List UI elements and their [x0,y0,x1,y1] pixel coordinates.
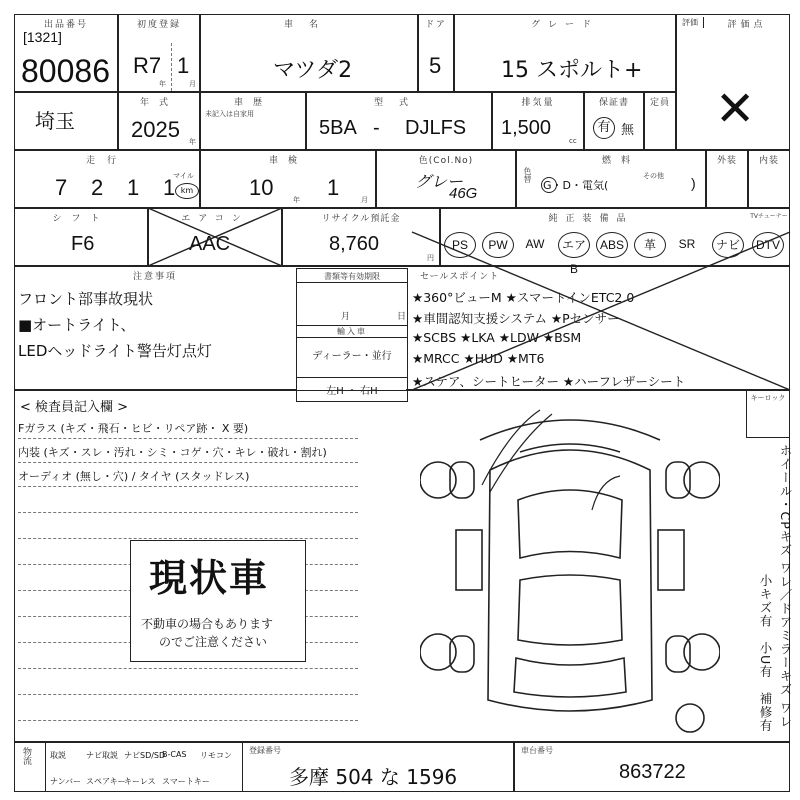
note-line-2: ■オートライト、 [18,316,136,334]
shift-label: シフト [52,214,110,224]
footer-stock-cell [14,742,46,792]
color-code: 46G [449,185,478,202]
mileage-digit-2: 2 [91,175,104,200]
footer-item-top: ナビSD/SD [124,751,166,760]
equipment-item: PS [444,232,476,258]
ac-value: AAC [189,233,231,255]
footer-item-top: 取説 [50,751,66,760]
plate-cell [242,742,514,792]
inspector-title: < 検査員記入欄 > [20,400,129,415]
shaken-year: 10 [249,175,274,200]
color-value: グレー [415,172,464,191]
ac-label: エアコン [181,214,249,224]
grade-label: グレード [530,20,599,30]
score-label: 評価点 [727,20,767,30]
equipment-item: SR [678,237,696,251]
recycle-unit: 円 [427,254,434,262]
first-reg-month-unit: 月 [189,80,196,88]
key-lock-label: キーロック [750,394,786,402]
equipment-item: エアB [558,232,590,258]
plate-value: 多摩 504 な 1596 [289,765,458,789]
mileage-unit-mile: マイル [173,172,194,180]
year-unit: 年 [189,138,196,146]
equipment-label: 純正装備品 [548,214,634,224]
equipment-item: ナビ [712,232,744,258]
region-value: 埼玉 [35,109,75,133]
car-name-label: 車名 [283,20,334,30]
chassis-label: 車台番号 [521,746,553,755]
sales-points-label: セールスポイント [420,272,500,282]
first-reg-label: 初度登録 [136,20,181,30]
mileage-digit-3: 1 [127,175,140,200]
warranty-yes: 有 [593,117,615,139]
mileage-digit-4: 1 [163,175,176,200]
tv-label: TVチューナー [750,213,788,220]
caution-label: 注意事項 [132,272,177,282]
plate-label: 登録番号 [249,746,281,755]
inspector-line-1: Fガラス (キズ・飛石・ヒビ・リペア跡・ X 要) [18,422,249,435]
sales-point-2: ★車間認知支援システム ★Pセンサー [412,311,620,326]
fuel-close: ) [691,175,696,191]
equipment-item: PW [482,232,514,258]
footer-stock-label: 物流 [21,747,31,765]
warranty-label: 保証書 [598,98,629,108]
sales-point-1: ★360°ビューM ★スマートインETC2.0 [412,290,635,305]
damage-legend-col1: ホイール・CPキズ ワレ／ドアミラーキズ ワレ [778,444,793,729]
recycle-value: 8,760 [329,233,380,255]
lot-sub: [1321] [23,29,62,45]
footer-item-bottom: スペアキー [86,777,126,786]
interior-label: 内装 [758,156,779,166]
sales-point-4: ★MRCC ★HUD ★MT6 [412,351,545,366]
footer-item-bottom: キーレス [124,777,156,786]
equipment-item: DTV [752,232,784,258]
history-label: 車歴 [233,98,272,108]
equipment-item: 革 [634,232,666,258]
model-label: 型式 [373,98,424,108]
fuel-options: G・D・電気( [543,179,609,192]
year-value: 2025 [131,117,180,142]
as-is-stamp-line1: 不動車の場合もあります [141,617,274,631]
note-line-3: LEDヘッドライト警告灯点灯 [18,342,212,360]
damage-legend-col2: 小キズ有 小U有 補修有 [758,574,773,733]
inspector-line-2: 内装 (キズ・スレ・汚れ・シミ・コゲ・穴・キレ・破れ・割れ) [18,446,327,459]
chassis-value: 863722 [619,761,686,783]
score-cross: ✕ [715,81,756,137]
shaken-month-unit: 月 [361,196,368,204]
import-dealer: ディーラー・並行 [312,351,392,362]
model-dash: - [373,117,380,139]
equipment-item: AW [525,237,545,251]
mileage-unit-km: km [175,183,199,199]
shaken-month: 1 [327,175,340,200]
first-reg-era: R7 [133,53,162,78]
model-prefix: 5BA [319,117,357,139]
mileage-digit-1: 7 [55,175,68,200]
year-label: 年式 [139,98,178,108]
color-change-label: 色替 [523,167,532,183]
car-name: マツダ2 [273,58,353,83]
displacement-unit: cc [569,137,577,145]
as-is-stamp-title: 現状車 [149,555,270,600]
equipment-item: ABS [596,232,628,258]
footer-item-bottom: スマートキー [162,777,210,786]
warranty-no: 無 [621,123,635,138]
footer-item-top: リモコン [200,751,232,760]
exterior-label: 外装 [716,156,737,166]
import-label: 輸入車 [297,325,407,338]
history-note: 未記入は自家用 [205,110,254,118]
doors-label: ドア [425,20,447,30]
first-reg-era-unit: 年 [159,80,166,88]
color-label: 色(Col.No) [418,156,474,166]
grade-value: 15 スポルト+ [501,58,643,83]
deadline-label: 書類等有効期限 [297,271,407,283]
import-handle: 左H ・ 右H [297,377,407,397]
doors-value: 5 [429,53,442,78]
deadline-month: 月 [341,312,351,322]
score-sub: 評価 [677,17,704,28]
shaken-year-unit: 年 [293,196,300,204]
recycle-label: リサイクル預託金 [321,214,401,224]
footer-item-top: B-CAS [162,750,187,759]
lot-label: 出品番号 [43,20,88,30]
deadline-day: 日 [397,312,407,322]
as-is-stamp-line2: のでご注意ください [159,635,268,649]
shift-value: F6 [71,233,95,255]
mileage-label: 走行 [85,156,128,166]
model-code: DJLFS [405,117,467,139]
footer-item-bottom: ナンバー [50,777,82,786]
inspector-line-3: オーディオ (無し・穴) / タイヤ (スタッドレス) [18,470,250,483]
capacity-label: 定員 [649,98,670,108]
sales-point-5: ★ステア、シートヒーター ★ハーフレザーシート [412,374,686,389]
sales-point-3: ★SCBS ★LKA ★LDW ★BSM [412,330,582,345]
note-line-1: フロント部事故現状 [18,290,154,308]
fuel-label: 燃料 [601,156,640,166]
first-reg-month: 1 [177,53,190,78]
chassis-cell [514,742,790,792]
displacement-value: 1,500 [501,117,552,139]
footer-item-top: ナビ取説 [86,751,118,760]
lot-number: 80086 [21,53,110,89]
shaken-label: 車検 [268,156,307,166]
fuel-other: その他 [643,172,664,180]
displacement-label: 排気量 [521,98,555,108]
